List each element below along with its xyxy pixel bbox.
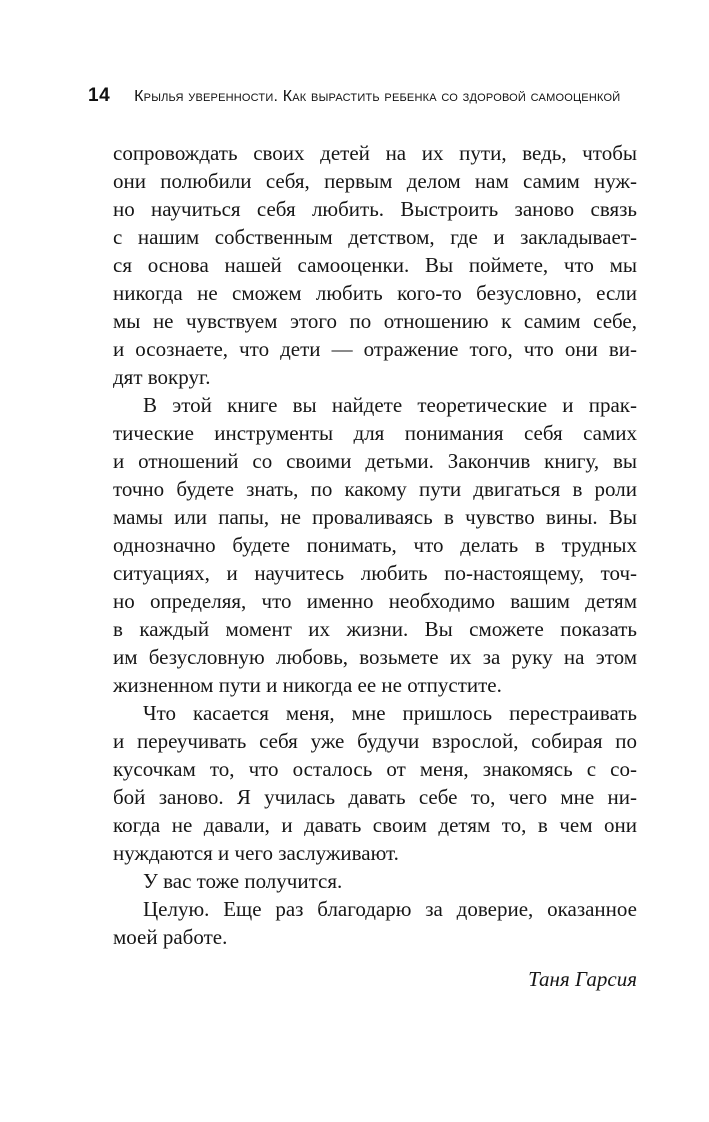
text-line: моей работе. — [113, 925, 228, 949]
text-line: Что касается меня, мне пришлось перестраивать — [143, 701, 637, 725]
text-line: жизненном пути и никогда ее не отпустите. — [113, 673, 502, 697]
text-line: ситуациях, и научитесь любить по-настоящему, точ- — [113, 561, 637, 585]
text-line: В этой книге вы найдете теоретические и прак- — [143, 393, 637, 417]
text-line: когда не давали, и давать своим детям то, в чем они — [113, 813, 637, 837]
text-line: кусочкам то, что осталось от меня, знакомясь с со- — [113, 757, 637, 781]
text-line: и осознаете, что дети — отражение того, что они ви- — [113, 337, 637, 361]
text-line: никогда не сможем любить кого-то безусловно, если — [113, 281, 637, 305]
paragraph — [113, 699, 637, 867]
text-line: Целую. Еще раз благодарю за доверие, оказанное — [143, 897, 637, 921]
text-line: точно будете знать, по какому пути двигаться в роли — [113, 477, 637, 501]
text-line: с нашим собственным детством, где и закладывает- — [113, 225, 637, 249]
paragraph — [113, 139, 637, 391]
text-line: тические инструменты для понимания себя самих — [113, 421, 637, 445]
paragraph — [113, 867, 637, 895]
text-line: и отношений со своими детьми. Закончив книгу, вы — [113, 449, 637, 473]
text-line: им безусловную любовь, возьмете их за руку на этом — [113, 645, 637, 669]
body-text-block — [113, 139, 637, 993]
text-line: ся основа нашей самооценки. Вы поймете, что мы — [113, 253, 637, 277]
text-line: и переучивать себя уже будучи взрослой, собирая по — [113, 729, 637, 753]
text-line: но научиться себя любить. Выстроить заново связь — [113, 197, 637, 221]
text-line: дят вокруг. — [113, 365, 211, 389]
running-title: Крылья уверенности. Как вырастить ребенка со здоровой самооценкой — [134, 88, 621, 105]
text-line: однозначно будете понимать, что делать в трудных — [113, 533, 637, 557]
running-header — [88, 85, 639, 107]
paragraph — [113, 391, 637, 699]
text-line: в каждый момент их жизни. Вы сможете показать — [113, 617, 637, 641]
text-line: нуждаются и чего заслуживают. — [113, 841, 399, 865]
text-line: мамы или папы, не проваливаясь в чувство вины. Вы — [113, 505, 637, 529]
text-line: У вас тоже получится. — [143, 869, 343, 893]
text-line: мы не чувствуем этого по отношению к самим себе, — [113, 309, 637, 333]
author-signature: Таня Гарсия — [528, 967, 637, 991]
text-line: бой заново. Я училась давать себе то, чего мне ни- — [113, 785, 637, 809]
text-line: но определяя, что именно необходимо вашим детям — [113, 589, 637, 613]
text-line: они полюбили себя, первым делом нам самим нуж- — [113, 169, 637, 193]
paragraph — [113, 895, 637, 951]
page-number: 14 — [88, 85, 111, 106]
text-line: сопровождать своих детей на их пути, ведь, чтобы — [113, 141, 637, 165]
